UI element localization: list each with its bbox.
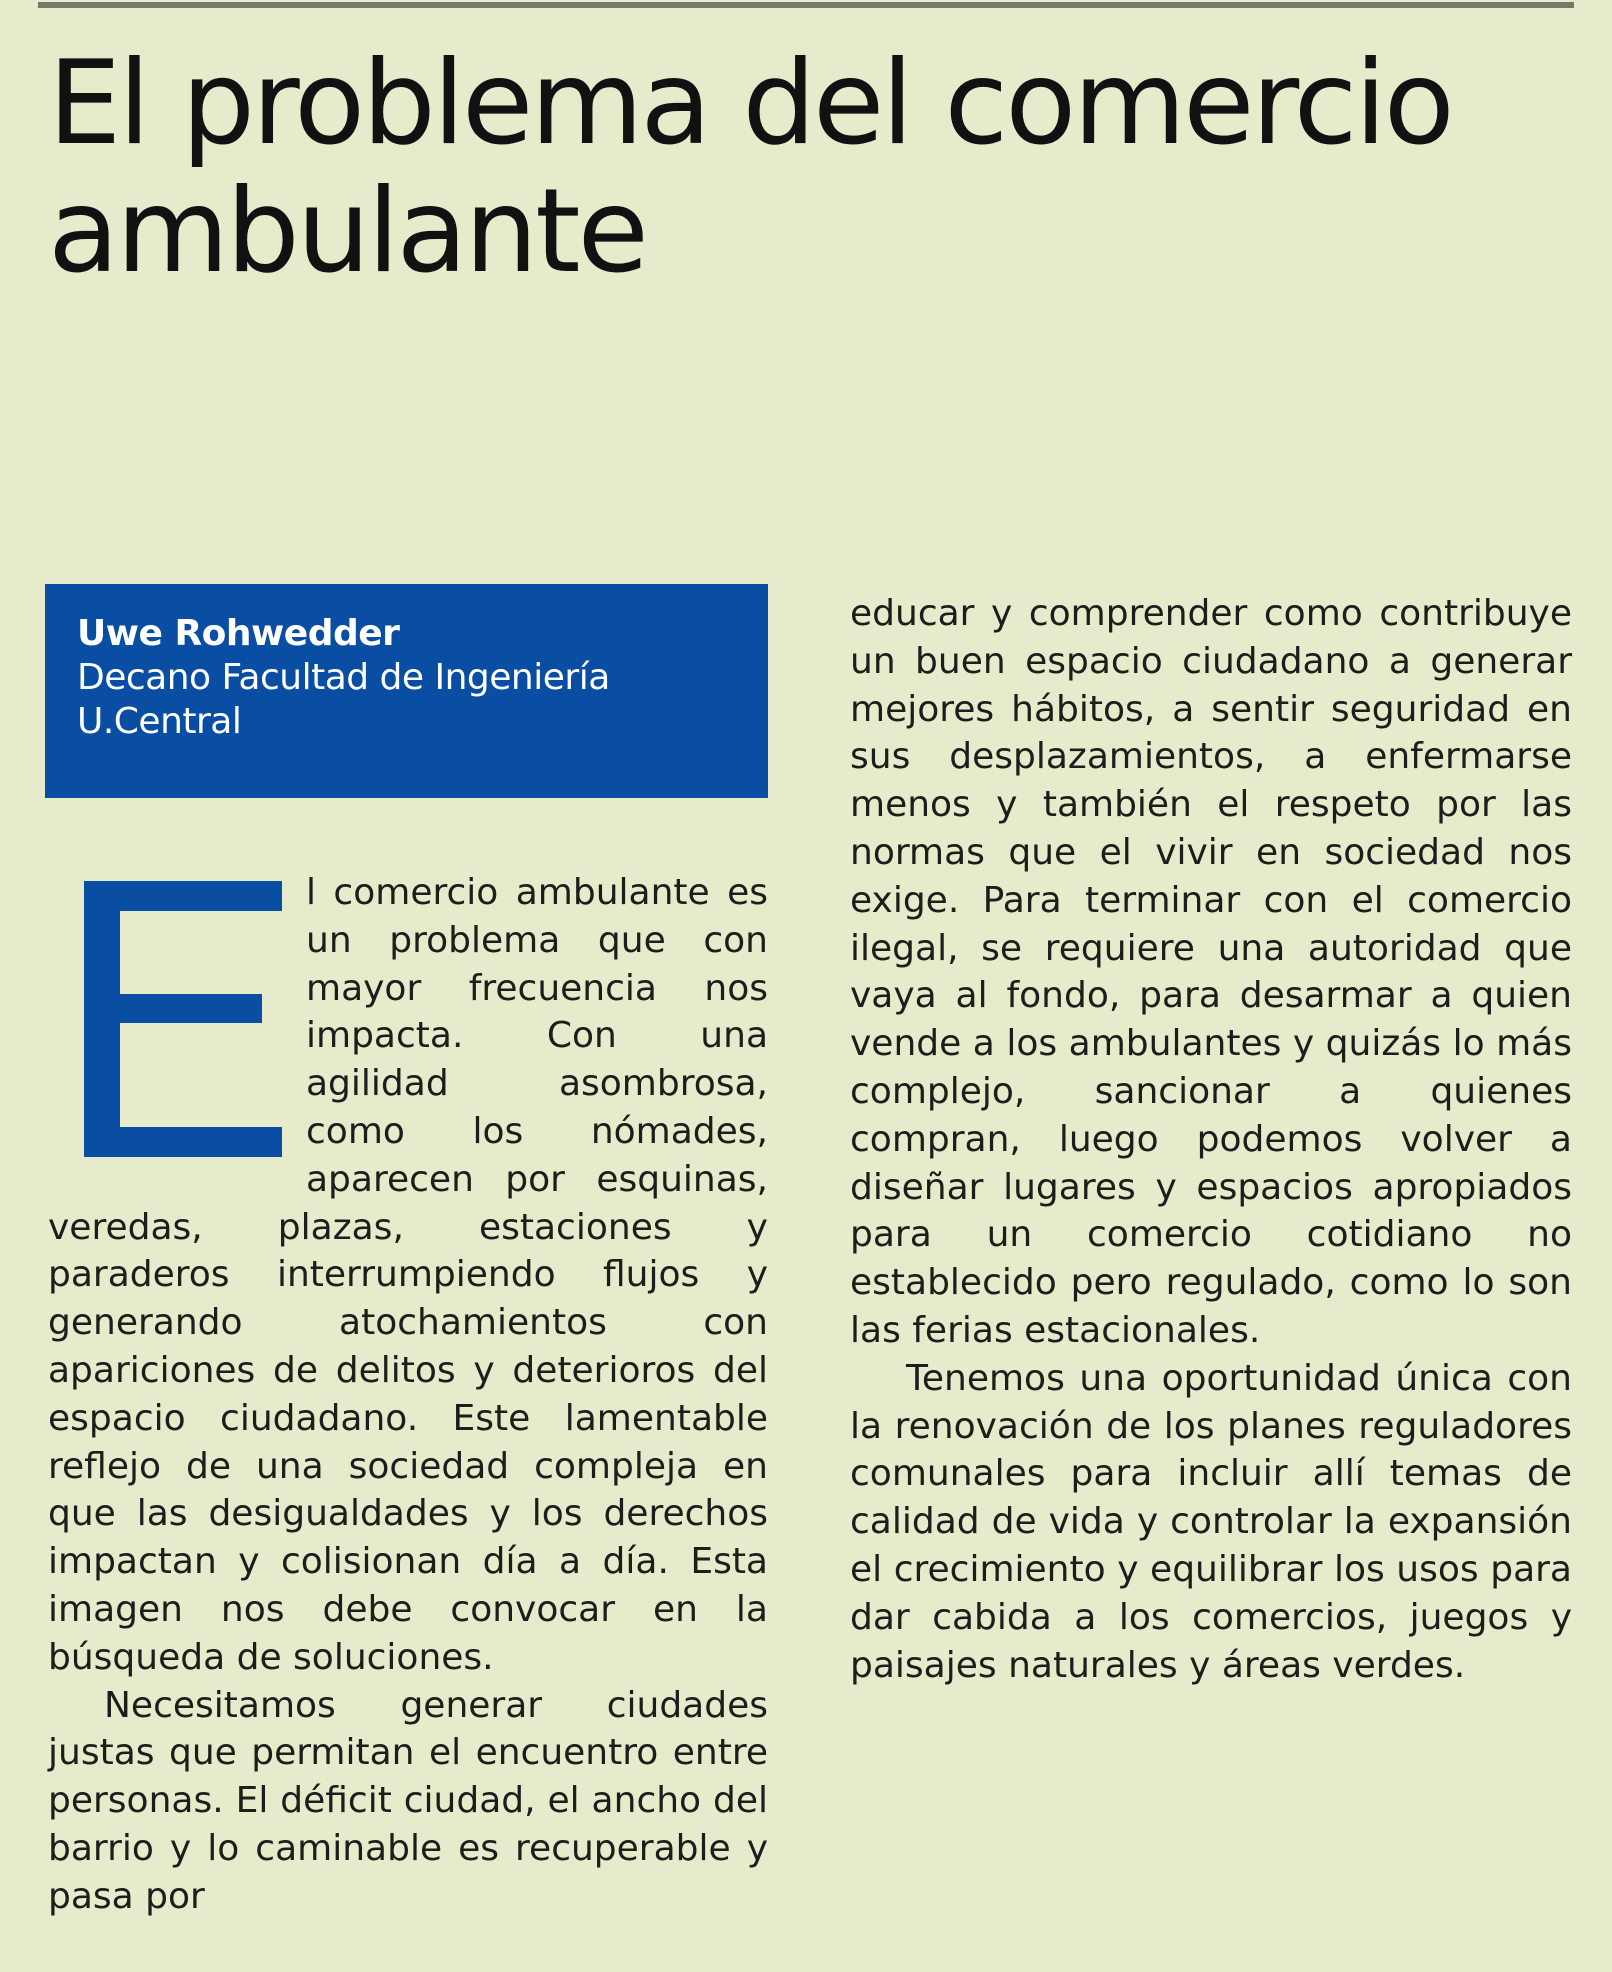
paragraph-3: Tenemos una oportunidad única con la renovación de los planes reguladores comunales para incluir allí temas de calidad de vida y controlar la expansión el crecimiento y equilibrar los usos para dar cabida a los comercios, juegos y paisajes naturales y áreas verdes. — [850, 1357, 1572, 1686]
author-role: Decano Facultad de Ingeniería — [77, 657, 610, 698]
article-title: El problema del comercio ambulante — [48, 36, 1452, 299]
byline-box — [45, 584, 768, 798]
drop-cap-letter-e — [84, 881, 282, 1157]
author-name: Uwe Rohwedder — [77, 613, 400, 654]
paragraph-1: l comercio ambulante es un problema que con mayor frecuencia nos impacta. Con una agilidad asombrosa, como los nómades, aparecen por esquinas, veredas, plazas, estaciones y paraderos interrumpiendo flujos y generando atochamientos con apariciones de delitos y deterioros del espacio ciudadano. Este lamentable reflejo de una sociedad compleja en que las desigualdades y los derechos impactan y colisionan día a día. Esta imagen nos debe convocar en la búsqueda de soluciones. — [48, 872, 768, 1678]
top-rule — [38, 2, 1574, 8]
article-column-right — [850, 590, 1572, 1689]
author-institution: U.Central — [77, 701, 242, 742]
paragraph-2: Necesitamos generar ciudades justas que permitan el encuentro entre personas. El déficit ciudad, el ancho del barrio y lo caminable es recuperable y pasa por — [48, 1684, 768, 1917]
paragraph-2-continued: educar y comprender como contribuye un buen espacio ciudadano a generar mejores hábitos, a sentir seguridad en sus desplazamientos, a enfermarse menos y también el respeto por las normas que el vivir en sociedad nos exige. Para terminar con el comercio ilegal, se requiere una autoridad que vaya al fondo, para desarmar a quien vende a los ambulantes y quizás lo más complejo, sancionar a quienes compran, luego podemos volver a diseñar lugares y espacios apropiados para un comercio cotidiano no establecido pero regulado, como lo son las ferias estacionales. — [850, 593, 1572, 1351]
article-column-left — [48, 869, 768, 1921]
drop-cap — [84, 881, 282, 1157]
